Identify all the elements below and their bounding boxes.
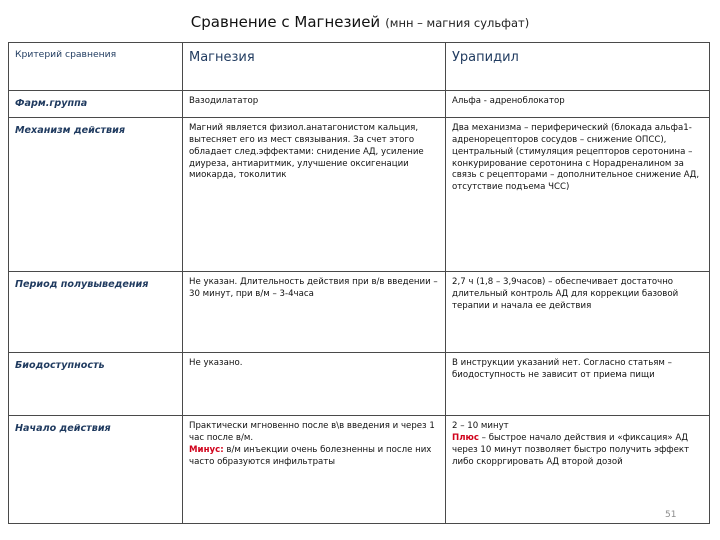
- urapidil-onset: [446, 416, 710, 524]
- title-main: Сравнение с Магнезией: [190, 13, 381, 31]
- header-criterion: Критерий сравнения: [9, 43, 183, 91]
- urapidil-onset-text: 2 – 10 минут: [452, 421, 509, 431]
- table-row: [9, 272, 710, 353]
- criterion-bioavailability: Биодоступность: [9, 353, 183, 416]
- criterion-onset: Начало действия: [9, 416, 183, 524]
- table-row: [9, 91, 710, 118]
- urapidil-half-life: 2,7 ч (1,8 – 3,9часов) – обеспечивает достаточно длительный контроль АД для коррекции базовой терапии и начала ее действия: [446, 272, 710, 353]
- title-subtitle: (мнн – магния сульфат): [385, 16, 530, 30]
- page-number: 51: [665, 510, 677, 520]
- comparison-table: [8, 42, 710, 524]
- minus-label: Минус:: [189, 444, 224, 455]
- magnesia-mechanism: Магний является физиол.анатагонистом кальция, вытесняет его из мест связывания. За счет этого обладает след.эффектами: снидение АД, усиление диуреза, антиаритмик, улучшение оксигенации миокарда, токолитик: [183, 118, 446, 272]
- table-header-row: [9, 43, 710, 91]
- urapidil-pharm-group: Альфа - адреноблокатор: [446, 91, 710, 118]
- criterion-half-life: Период полувыведения: [9, 272, 183, 353]
- table-row: [9, 118, 710, 272]
- table-row: [9, 416, 710, 524]
- magnesia-half-life: Не указан. Длительность действия при в/в введении – 30 минут, при в/м – 3-4часа: [183, 272, 446, 353]
- magnesia-bioavailability: Не указано.: [183, 353, 446, 416]
- plus-label: Плюс: [452, 432, 479, 443]
- header-urapidil: Урапидил: [446, 43, 710, 91]
- urapidil-bioavailability: В инструкции указаний нет. Согласно статьям – биодоступность не зависит от приема пищи: [446, 353, 710, 416]
- magnesia-onset-text: Практически мгновенно после в\в введения и через 1 час после в/м.: [189, 421, 435, 443]
- criterion-mechanism: Механизм действия: [9, 118, 183, 272]
- urapidil-mechanism: Два механизма – периферический (блокада альфа1-адренорецепторов сосудов – снижение ОПСС), центральный (стимуляция рецепторов серотонина – конкурирование серотонина с Норадреналином за связь с рецепторами – дополнительное снижение АД, отсутствие подъема ЧСС): [446, 118, 710, 272]
- magnesia-minus-text: в/м инъекции очень болезненны и после них часто образуются инфильтраты: [189, 444, 432, 467]
- magnesia-onset: [183, 416, 446, 524]
- table-row: [9, 353, 710, 416]
- slide-title: [0, 12, 720, 31]
- urapidil-plus-text: – быстрое начало действия и «фиксация» АД через 10 минут позволяет быстро получить эффект либо скорргировать АД второй дозой: [452, 432, 690, 467]
- magnesia-pharm-group: Вазодилататор: [183, 91, 446, 118]
- header-magnesia: Магнезия: [183, 43, 446, 91]
- criterion-pharm-group: Фарм.группа: [9, 91, 183, 118]
